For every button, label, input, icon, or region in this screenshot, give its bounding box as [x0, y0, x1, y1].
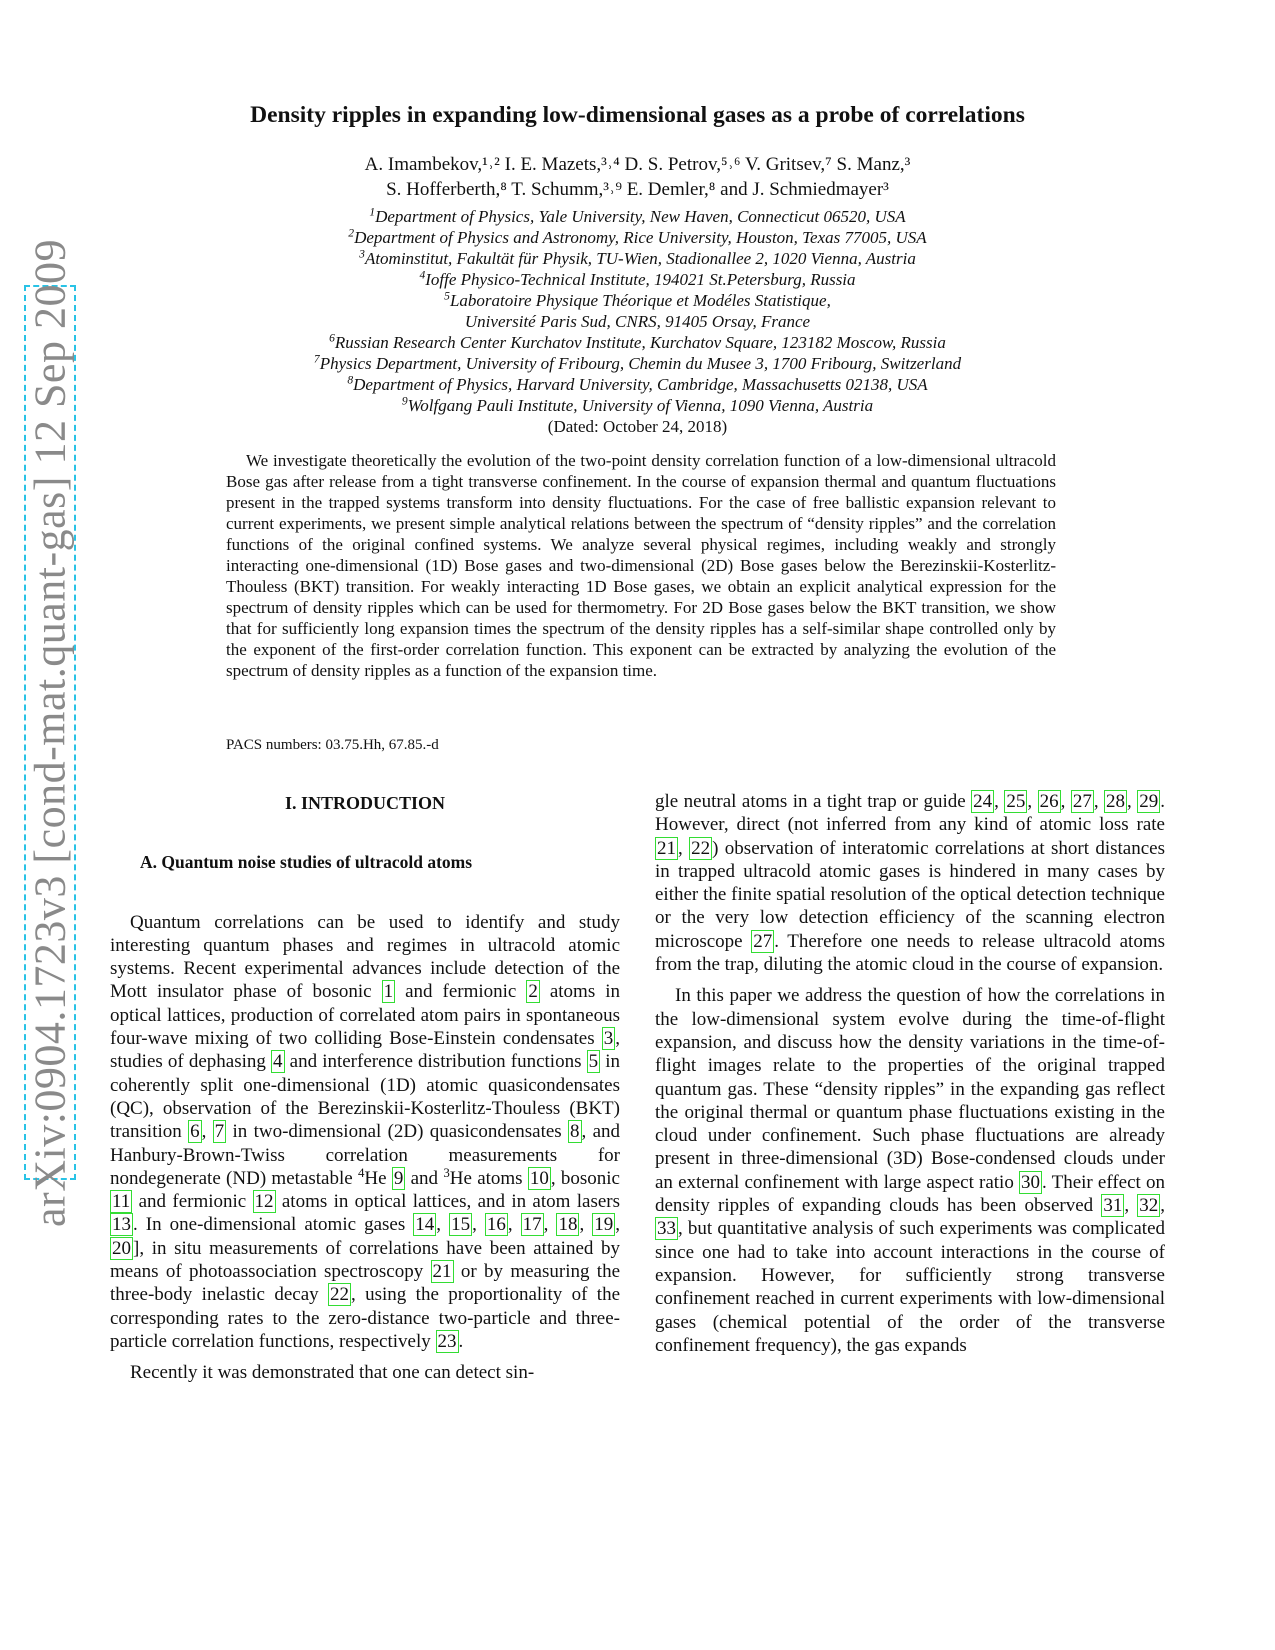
affiliation-7 [0, 332, 1275, 353]
citation-link[interactable]: 25 [1006, 791, 1026, 812]
affiliation-text: Department of Physics and Astronomy, Rice University, Houston, Texas 77005, USA [354, 228, 927, 247]
citation-link[interactable]: 20 [112, 1237, 131, 1259]
citation-link[interactable]: 23 [437, 1330, 457, 1352]
citation-link[interactable]: 2 [528, 981, 538, 1003]
citation-link[interactable]: 21 [657, 837, 676, 859]
citation-link[interactable]: 12 [254, 1191, 274, 1213]
citation-link[interactable]: 10 [529, 1167, 549, 1189]
citation-link[interactable]: 26 [1039, 791, 1059, 812]
affiliation-marker: 9 [401, 394, 408, 408]
affiliation-marker: 1 [369, 205, 376, 219]
author-line-1: A. Imambekov,¹˒² I. E. Mazets,³˒⁴ D. S. Petrov,⁵˒⁶ V. Gritsev,⁷ S. Manz,³ [364, 154, 911, 175]
citation-link[interactable]: 4 [273, 1051, 283, 1073]
affiliation-marker: 7 [313, 352, 320, 366]
affiliation-1 [0, 206, 1275, 227]
affiliation-3 [0, 248, 1275, 269]
dated-line: (Dated: October 24, 2018) [547, 417, 728, 436]
citation-link[interactable]: 21 [432, 1261, 452, 1283]
affiliation-marker: 2 [348, 226, 355, 240]
pacs-numbers: PACS numbers: 03.75.Hh, 67.85.-d [226, 737, 439, 753]
author-list [0, 152, 1275, 202]
citation-link[interactable]: 11 [112, 1191, 131, 1213]
affiliation-4 [0, 269, 1275, 290]
citation-link[interactable]: 28 [1106, 791, 1126, 812]
citation-link[interactable]: 14 [415, 1214, 435, 1236]
citation-link[interactable]: 8 [570, 1121, 580, 1143]
citation-link[interactable]: 27 [1072, 791, 1092, 812]
affiliation-text: Wolfgang Pauli Institute, University of Vienna, 1090 Vienna, Austria [407, 396, 874, 415]
affiliation-9 [0, 374, 1275, 395]
citation-link[interactable]: 5 [588, 1051, 599, 1073]
isotope-superscript: 4 [357, 1164, 365, 1180]
paragraph-left-2: Recently it was demonstrated that one can detect sin- [130, 1362, 535, 1384]
affiliation-text: Department of Physics, Harvard University, Cambridge, Massachusetts 02138, USA [353, 375, 928, 394]
citation-link[interactable]: 3 [603, 1028, 614, 1050]
paragraph-right-2: In this paper we address the question of how the correlations in the low-dimensional system evolve during the time-of-flight expansion, and discuss how the density variations in the time-of-flight images relate to the properties of the original trapped quantum gas. These “density ripples” in the expanding gas reflect the original thermal or quantum phase fluctuations existing in the cloud under confinement. Such phase fluctuations are already present in three-dimensional (3D) Bose-condensed clouds under an external confinement with large aspect ratio 30 . Their effect on density ripples of expanding clouds has been observed 31 , 32 , 33 , but quantitative analysis of such experiments was complicated since one had to take into account interactions in the course of expansion. However, for sufficiently strong transverse confinement reached in current experiments with low-dimensional gases (chemical potential of the order of the transverse confinement frequency), the gas expands [655, 985, 1165, 1356]
subsection-heading: A. Quantum noise studies of ultracold atoms [140, 852, 473, 873]
isotope-superscript: 3 [443, 1164, 450, 1180]
affiliation-2 [0, 227, 1275, 248]
citation-link[interactable]: 19 [594, 1214, 614, 1236]
affiliation-marker: 3 [359, 247, 365, 261]
citation-link[interactable]: 6 [190, 1121, 200, 1143]
citation-link[interactable]: 32 [1139, 1195, 1159, 1217]
citation-link[interactable]: 33 [657, 1218, 676, 1240]
affiliation-text: Université Paris Sud, CNRS, 91405 Orsay, France [464, 312, 811, 331]
citation-link[interactable]: 1 [383, 981, 394, 1003]
citation-link[interactable]: 16 [486, 1214, 506, 1236]
affiliation-text: Physics Department, University of Fribourg, Chemin du Musee 3, 1700 Fribourg, Switzerland [319, 354, 962, 373]
paragraph-left-1: Quantum correlations can be used to identify and study interesting quantum phases and regimes in ultracold atomic systems. Recent experimental advances include detection of the Mott insulator phase of bosonic 1 and fermionic 2 atoms in optical lattices, production of correlated atom pairs in spontaneous four-wave mixing of two colliding Bose-Einstein condensates 3 , studies of dephasing 4 and interference distribution functions 5 in coherently split one-dimensional (1D) atomic quasicondensates (QC), observation of the Berezinskii-Kosterlitz-Thouless (BKT) transition 6 , 7 in two-dimensional (2D) quasicondensates 8 , and Hanbury-Brown-Twiss correlation measurements for nondegenerate (ND) metastable $^4$He 9 and $^3$He atoms 10 , bosonic 11 and fermionic 12 atoms in optical lattices, and in atom lasers 13 . In one-dimensional atomic gases 14 , 15 , 16 , 17 , 18 , 19 , 20 ], in situ measurements of correlations have been attained by means of photoassociation spectroscopy 21 or by measuring the three-body inelastic decay 22 , using the proportionality of the corresponding rates to the zero-distance two-particle and three-particle correlation functions, respectively 23 . [110, 911, 621, 1352]
arxiv-id: arXiv:0904.1723v3 [cond-mat.quant-gas] 12 Sep 2009 [25, 238, 75, 1227]
section-heading: I. INTRODUCTION [284, 793, 446, 813]
affiliation-10 [0, 395, 1275, 416]
citation-link[interactable]: 29 [1139, 791, 1159, 812]
citation-link[interactable]: 18 [558, 1214, 578, 1236]
paragraph-right-1: gle neutral atoms in a tight trap or guide 24 , 25 , 26 , 27 , 28 , 29 . However, direct (not inferred from any kind of atomic loss rate 21 , 22 ) observation of interatomic correlations at short distances in trapped ultracold atomic gases is hindered in many cases by either the finite spatial resolution of the optical detection technique or the very low detection efficiency of the scanning electron microscope 27 . Therefore one needs to release ultracold atoms from the trap, diluting the atomic cloud in the course of expansion. [655, 791, 1166, 976]
citation-link[interactable]: 31 [1103, 1195, 1123, 1217]
affiliation-marker: 4 [419, 268, 426, 282]
citation-link[interactable]: 27 [753, 930, 773, 952]
left-column [110, 790, 620, 1385]
citation-link[interactable]: 22 [691, 837, 711, 859]
affiliation-marker: 6 [329, 331, 335, 345]
affiliation-text: Ioffe Physico-Technical Institute, 194021 St.Petersburg, Russia [425, 270, 856, 289]
right-column [655, 790, 1165, 1357]
citation-link[interactable]: 15 [451, 1214, 471, 1236]
affiliation-8 [0, 353, 1275, 374]
affiliation-text: Atominstitut, Fakultät für Physik, TU-Wien, Stadionallee 2, 1020 Vienna, Austria [364, 249, 916, 268]
citation-link[interactable]: 30 [1021, 1171, 1041, 1193]
affiliation-marker: 5 [444, 289, 450, 303]
citation-link[interactable]: 22 [330, 1284, 350, 1306]
citation-link[interactable]: 9 [393, 1167, 404, 1189]
abstract: We investigate theoretically the evolution of the two-point density correlation function of a low-dimensional ultracold Bose gas after release from a tight transverse confinement. In the course of expansion thermal and quantum fluctuations present in the trapped systems transform into density fluctuations. For the case of free ballistic expansion relevant to current experiments, we present simple analytical relations between the spectrum of “density ripples” and the correlation functions of the original confined systems. We analyze several physical regimes, including weakly and strongly interacting one-dimensional (1D) Bose gases and two-dimensional (2D) Bose gases below the Berezinskii-Kosterlitz-Thouless (BKT) transition. For weakly interacting 1D Bose gases, we obtain an explicit analytical expression for the spectrum of density ripples which can be used for thermometry. For 2D Bose gases below the BKT transition, we show that for sufficiently long expansion times the spectrum of the density ripples has a self-similar shape controlled only by the exponent of the first-order correlation function. This exponent can be extracted by analyzing the evolution of the spectrum of density ripples as a function of the expansion time. [226, 451, 1056, 680]
citation-link[interactable]: 17 [522, 1214, 542, 1236]
affiliation-6 [0, 311, 1275, 332]
paper-title: Density ripples in expanding low-dimensional gases as a probe of correlations [250, 102, 1025, 128]
affiliation-text: Laboratoire Physique Théorique et Modéles Statistique, [449, 291, 831, 310]
affiliation-text: Russian Research Center Kurchatov Institute, Kurchatov Square, 123182 Moscow, Russia [334, 333, 946, 352]
author-line-2: S. Hofferberth,⁸ T. Schumm,³˒⁹ E. Demler,⁸ and J. Schmiedmayer³ [386, 179, 889, 200]
citation-link[interactable]: 24 [973, 791, 993, 812]
affiliation-text: Department of Physics, Yale University, New Haven, Connecticut 06520, USA [375, 207, 906, 226]
citation-link[interactable]: 13 [112, 1214, 131, 1236]
affiliation-5 [0, 290, 1275, 311]
affiliation-marker: 8 [347, 373, 354, 387]
citation-link[interactable]: 7 [214, 1121, 225, 1143]
affiliation-list [0, 206, 1275, 437]
